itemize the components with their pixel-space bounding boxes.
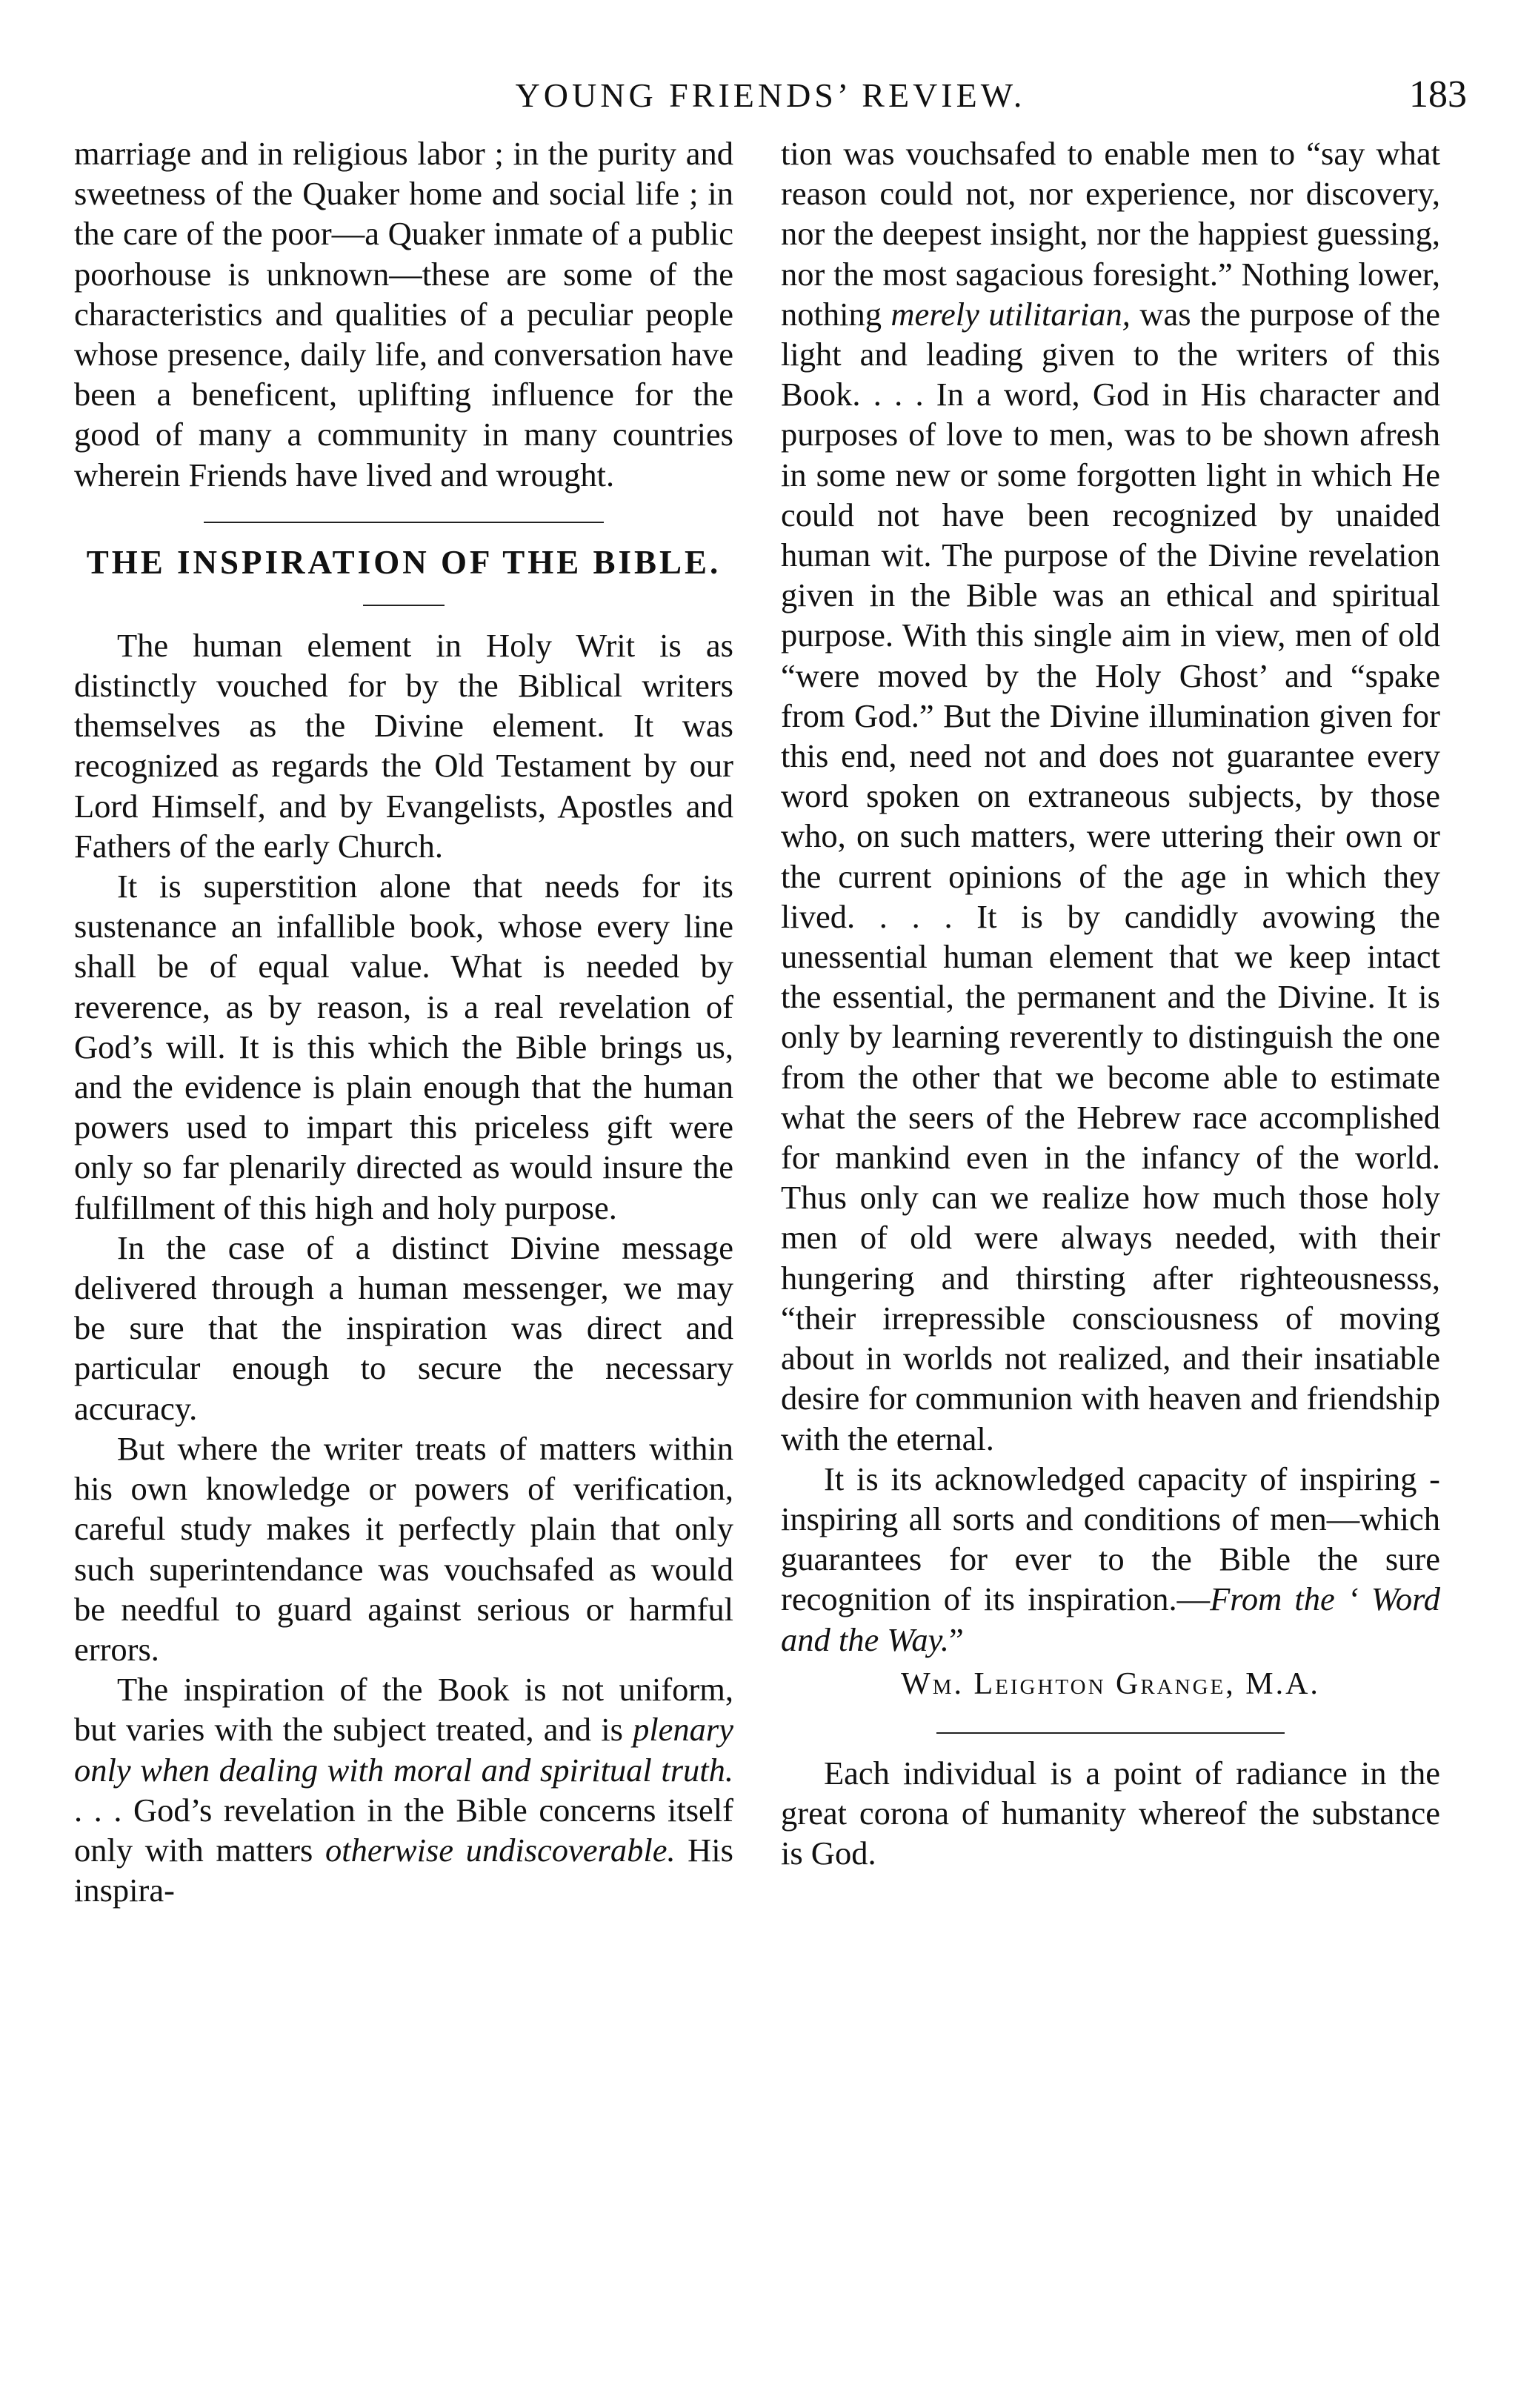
page-number: 183 (1409, 73, 1467, 116)
closing-paragraph: Each individual is a point of radiance in the great corona of humanity whereof the substance is God. (781, 1754, 1440, 1872)
title-dash (363, 605, 445, 606)
text-run: The inspiration of the Book is not uniform, but varies with the subject treated, and is (74, 1671, 733, 1749)
running-title: YOUNG FRIENDS’ REVIEW. (515, 76, 1026, 114)
left-column (74, 133, 733, 1910)
section-divider (936, 1732, 1285, 1734)
text-run: ” (949, 1620, 964, 1658)
italic-run: plenary only when dealing with moral and spiritual truth. (74, 1711, 733, 1789)
author-signature: Wm. Leighton Grange, M.A. (901, 1666, 1320, 1701)
continued-article-paragraph (781, 133, 1440, 1459)
page-header (74, 59, 1467, 119)
text-run: It is its acknowledged capacity of inspiring - inspiring all sorts and conditions of men—which guarantees for ever to the Bible the sure recognition of its inspiration.— (781, 1460, 1440, 1618)
article-paragraph: It is superstition alone that needs for its sustenance an infallible book, whose every line shall be of equal value. What is needed by reverence, as by reason, is a real revelation of God’s will. It is this which the Bible brings us, and the evidence is plain enough that the human powers used to impart this priceless gift were only so far plenarily directed as would insure the fulfillment of this high and holy purpose. (74, 868, 733, 1226)
text-run: His inspira- (74, 1831, 733, 1909)
article-paragraph: The human element in Holy Writ is as distinctly vouched for by the Biblical writers themselves as the Divine element. It was recognized as regards the Old Testament by our Lord Himself, and by Evangelists, Apostles and Fathers of the early Church. (74, 626, 733, 865)
italic-run: otherwise undiscoverable. (324, 1831, 676, 1869)
article-paragraph: In the case of a distinct Divine message delivered through a human messenger, we may be sure that the inspiration was direct and particular enough to secure the necessary accuracy. (74, 1228, 733, 1427)
section-divider (204, 522, 604, 523)
article-paragraph-inspiration (74, 1669, 733, 1910)
right-column (781, 133, 1440, 1874)
text-run: was the purpose of the light and leading given to the writers of this Book. . . . In a word, God in His character and purposes of love to men, was to be shown afresh in some new or some forgotten light in which He could not have been recognized by unaided human wit. The purpose of the Divine revelation given in the Bible was an ethical and spiritual purpose. With this single aim in view, men of old “were moved by the Holy Ghost’ and “spake from God.” But the Divine illumination given for this end, need not and does not guarantee every word spoken on extraneous subjects, by those who, on such matters, were uttering their own or the current opinions of the age in which they lived. . . . It is by candidly avowing the unessential human element that we keep intact the essential, the permanent and the Divine. It is only by learning reverently to distinguish the one from the other that we become able to estimate what the seers of the Hebrew race accomplished for mankind even in the infancy of the world. Thus only can we realize how much those holy men of old were always needed, with their hungering and thirsting after righteousnesss, “their irrepressible consciousness of moving about in worlds not realized, and their insatiable desire for communion with heaven and friendship with the eternal. (781, 295, 1440, 1457)
continued-paragraph: marriage and in religious labor ; in the purity and sweetness of the Quaker home and social life ; in the care of the poor—a Quaker inmate of a public poorhouse is unknown—these are some of the characteristics and qualities of a peculiar people whose presence, daily life, and conversation have been a beneficent, uplifting influence for the good of many a community in many countries wherein Friends have lived and wrought. (74, 135, 733, 493)
italic-run: merely utilitarian, (890, 295, 1131, 333)
article-paragraph-capacity (781, 1459, 1440, 1660)
text-run: . . . God’s revelation in the Bible concerns itself only with matters (74, 1791, 733, 1869)
text-run: tion was vouchsafed to enable men to “say what reason could not, nor experience, nor discovery, nor the deepest insight, nor the happiest guessing, nor the most sagacious foresight.” Nothing lower, nothing (781, 135, 1440, 333)
article-title: THE INSPIRATION OF THE BIBLE. (86, 543, 722, 581)
italic-run: From the ‘ Word and the Way. (781, 1580, 1440, 1658)
article-paragraph: But where the writer treats of matters within his own knowledge or powers of verification, careful study makes it perfectly plain that only such superintendance was vouchsafed as would be needful to guard against serious or harmful errors. (74, 1429, 733, 1668)
